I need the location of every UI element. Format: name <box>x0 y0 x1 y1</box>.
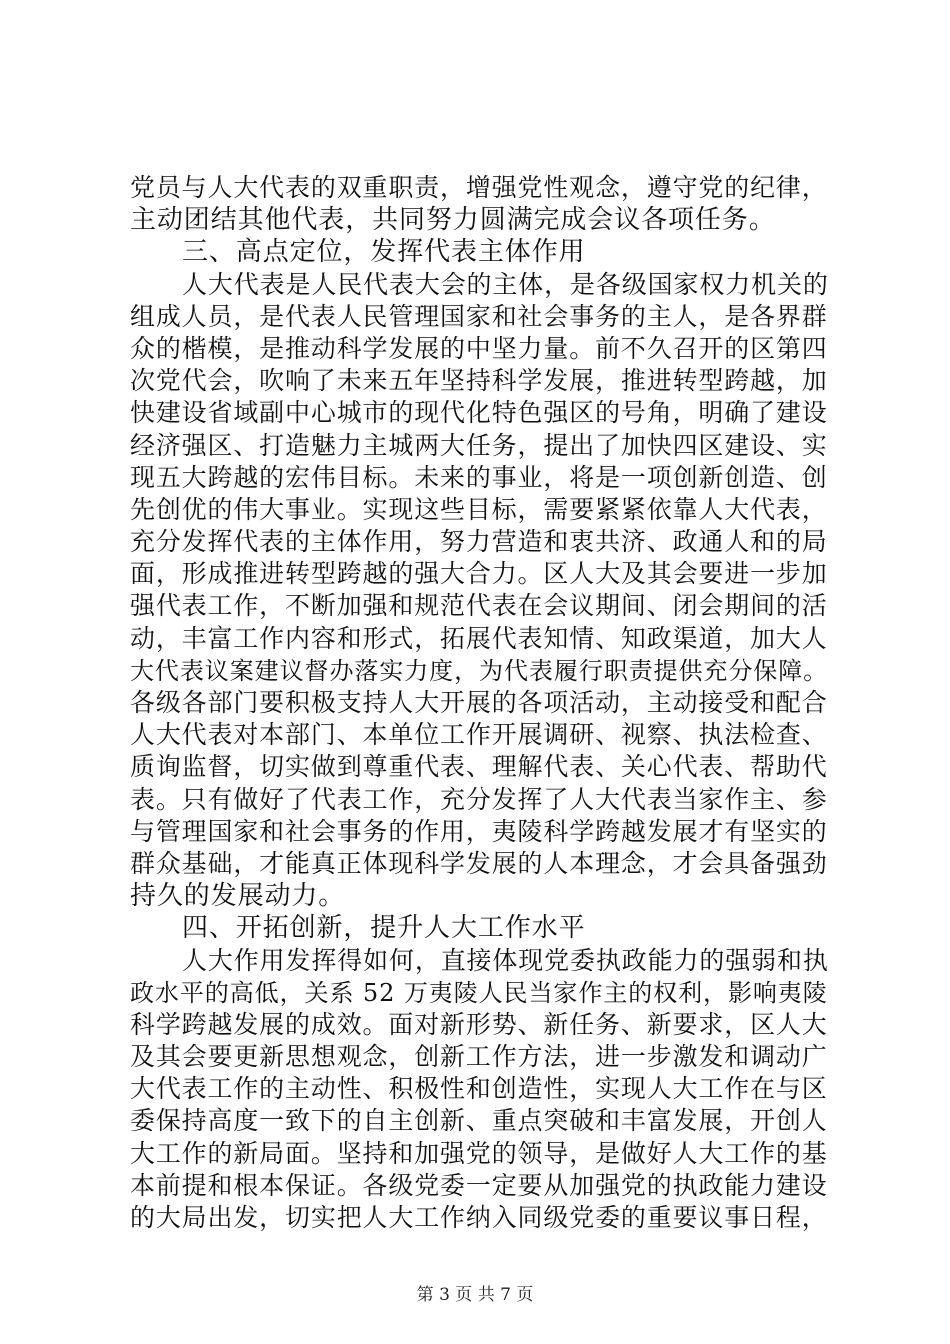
body-text <box>130 172 830 1234</box>
text-line: 大代表议案建议督办落实力度，为代表履行职责提供充分保障。 <box>130 656 829 685</box>
text-line: 经济强区、打造魅力主城两大任务，提出了加快四区建设、实 <box>130 430 828 460</box>
text-line: 与管理国家和社会事务的作用，夷陵科学跨越发展才有坚实的 <box>130 816 828 846</box>
text-line: 委保持高度一致下的自主创新、重点突破和丰富发展，开创人 <box>130 1106 828 1136</box>
text-line: 本前提和根本保证。各级党委一定要从加强党的执政能力建设 <box>130 1170 828 1200</box>
text-line: 大工作的新局面。坚持和加强党的领导，是做好人大工作的基 <box>130 1138 828 1168</box>
text-line: 四、开拓创新，提升人大工作水平 <box>182 913 586 944</box>
text-line: 人大作用发挥得如何，直接体现党委执政能力的强弱和执 <box>182 945 829 975</box>
page-footer: 第 3 页 共 7 页 <box>416 1285 534 1305</box>
text-line: 先创优的伟大事业。实现这些目标，需要紧紧依靠人大代表， <box>130 494 828 524</box>
text-line: 充分发挥代表的主体作用，努力营造和衷共济、政通人和的局 <box>130 527 828 557</box>
text-line: 各级各部门要积极支持人大开展的各项活动，主动接受和配合 <box>130 688 828 717</box>
text-line: 次党代会，吹响了未来五年坚持科学发展，推进转型跨越，加 <box>130 366 828 396</box>
text-line: 群众基础，才能真正体现科学发展的人本理念，才会具备强劲 <box>130 848 828 878</box>
text-line: 动，丰富工作内容和形式，拓展代表知情、知政渠道，加大人 <box>130 623 828 653</box>
text-line: 三、高点定位，发挥代表主体作用 <box>182 237 586 268</box>
text-line: 快建设省域副中心城市的现代化特色强区的号角，明确了建设 <box>130 398 828 428</box>
text-line: 党员与人大代表的双重职责，增强党性观念，遵守党的纪律， <box>130 173 828 202</box>
text-line: 强代表工作，不断加强和规范代表在会议期间、闭会期间的活 <box>130 591 828 621</box>
text-line: 质询监督，切实做到尊重代表、理解代表、关心代表、帮助代 <box>130 752 828 782</box>
text-line: 众的楷模，是推动科学发展的中坚力量。前不久召开的区第四 <box>130 333 828 363</box>
text-line: 面，形成推进转型跨越的强大合力。区人大及其会要进一步加 <box>130 559 828 589</box>
text-line: 人大代表是人民代表大会的主体，是各级国家权力机关的 <box>182 269 829 299</box>
text-line: 的大局出发，切实把人大工作纳入同级党委的重要议事日程， <box>130 1203 828 1232</box>
text-line: 表。只有做好了代表工作，充分发挥了人大代表当家作主、参 <box>130 784 828 814</box>
text-line: 大代表工作的主动性、积极性和创造性，实现人大工作在与区 <box>130 1074 828 1104</box>
text-line: 人大代表对本部门、本单位工作开展调研、视察、执法检查、 <box>130 720 828 750</box>
text-line: 科学跨越发展的成效。面对新形势、新任务、新要求，区人大 <box>130 1009 828 1039</box>
text-line: 持久的发展动力。 <box>130 881 346 912</box>
document-page <box>130 172 830 1234</box>
text-line: 及其会要更新思想观念，创新工作方法，进一步激发和调动广 <box>130 1042 828 1072</box>
text-line: 现五大跨越的宏伟目标。未来的事业，将是一项创新创造、创 <box>130 462 828 492</box>
text-line: 组成人员，是代表人民管理国家和社会事务的主人，是各界群 <box>130 301 828 331</box>
text-line: 政水平的高低，关系 52 万夷陵人民当家作主的权利，影响夷陵 <box>130 978 828 1007</box>
text-line: 主动团结其他代表，共同努力圆满完成会议各项任务。 <box>130 205 776 236</box>
